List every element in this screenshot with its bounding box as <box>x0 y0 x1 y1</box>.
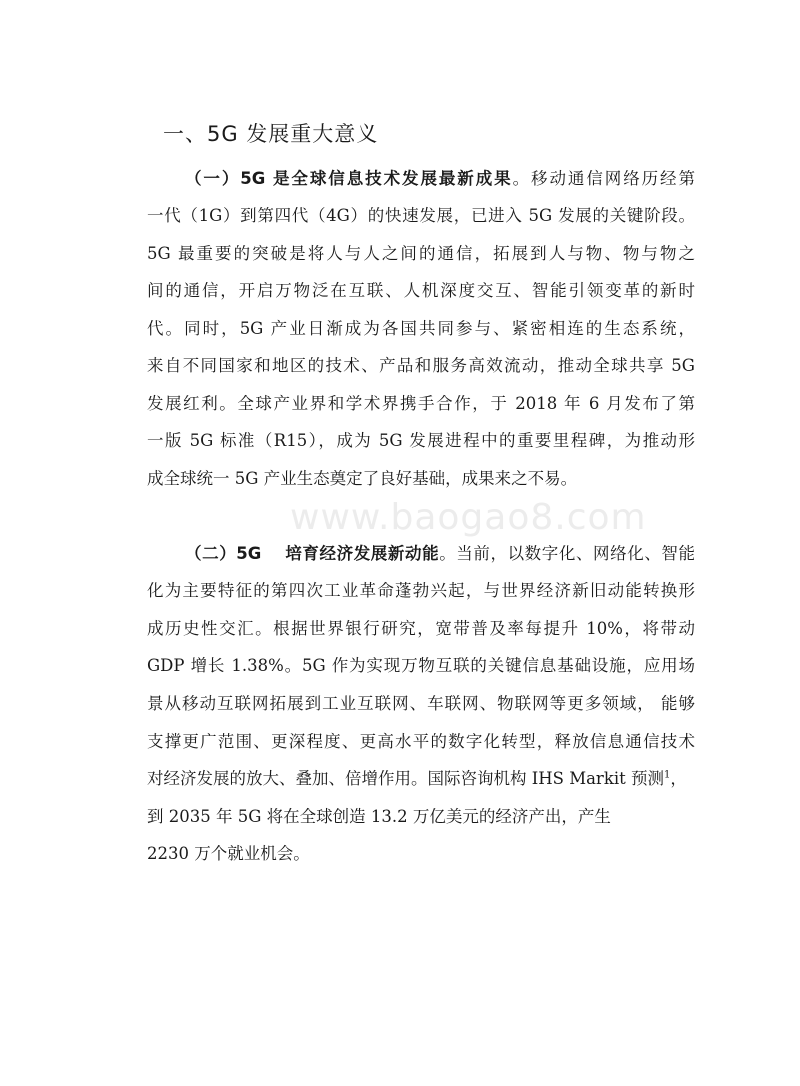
paragraph-line <box>185 166 695 192</box>
paragraph-line: 一版 5G 标准（R15），成为 5G 发展进程中的重要里程碑，为推动形 <box>147 431 695 450</box>
paragraph-line: 化为主要特征的第四次工业革命蓬勃兴起，与世界经济新旧动能转换形 <box>147 581 695 600</box>
paragraph-title: （一）5G 是全球信息技术发展最新成果 <box>185 169 513 188</box>
paragraph-line: 来自不同国家和地区的技术、产品和服务高效流动，推动全球共享 5G <box>147 356 695 375</box>
footnote-mark[interactable]: 1 <box>663 769 671 781</box>
paragraph-line: 代。同时，5G 产业日渐成为各国共同参与、紧密相连的生态系统， <box>147 319 695 338</box>
paragraph-line: 景从移动互联网拓展到工业互联网、车联网、物联网等更多领域， 能够 <box>147 694 695 713</box>
paragraph-title: （二）5G 培育经济发展新动能 <box>185 544 440 563</box>
paragraph-line: 到 2035 年 5G 将在全球创造 13.2 万亿美元的经济产出，产生 <box>147 807 611 826</box>
paragraph-line <box>185 541 695 567</box>
paragraph-line: 成全球统一 5G 产业生态奠定了良好基础，成果来之不易。 <box>147 469 578 488</box>
paragraph-line: 发展红利。全球产业界和学术界携手合作，于 2018 年 6 月发布了第 <box>147 394 695 413</box>
text-span: ， <box>670 769 687 788</box>
paragraph-line: 支撑更广范围、更深程度、更高水平的数字化转型，释放信息通信技术 <box>147 732 695 751</box>
watermark: www.baogao8.com <box>290 497 647 538</box>
paragraph-line: 2230 万个就业机会。 <box>147 844 310 863</box>
section-heading: 一、5G 发展重大意义 <box>163 122 379 146</box>
text-span: 。当前，以数字化、网络化、智能 <box>439 544 695 563</box>
paragraph-line: 一代（1G）到第四代（4G）的快速发展，已进入 5G 发展的关键阶段。 <box>147 206 695 225</box>
paragraph-line: 间的通信，开启万物泛在互联、人机深度交互、智能引领变革的新时 <box>147 281 695 300</box>
text-span: 。移动通信网络历经第 <box>512 169 695 188</box>
paragraph-line <box>147 766 695 792</box>
text-span: 对经济发展的放大、叠加、倍增作用。国际咨询机构 IHS Markit 预测 <box>147 769 664 788</box>
paragraph-line: GDP 增长 1.38%。5G 作为实现万物互联的关键信息基础设施，应用场 <box>147 656 695 675</box>
paragraph-line: 5G 最重要的突破是将人与人之间的通信，拓展到人与物、物与物之 <box>147 244 695 263</box>
paragraph-line: 成历史性交汇。根据世界银行研究，宽带普及率每提升 10%，将带动 <box>147 619 695 638</box>
